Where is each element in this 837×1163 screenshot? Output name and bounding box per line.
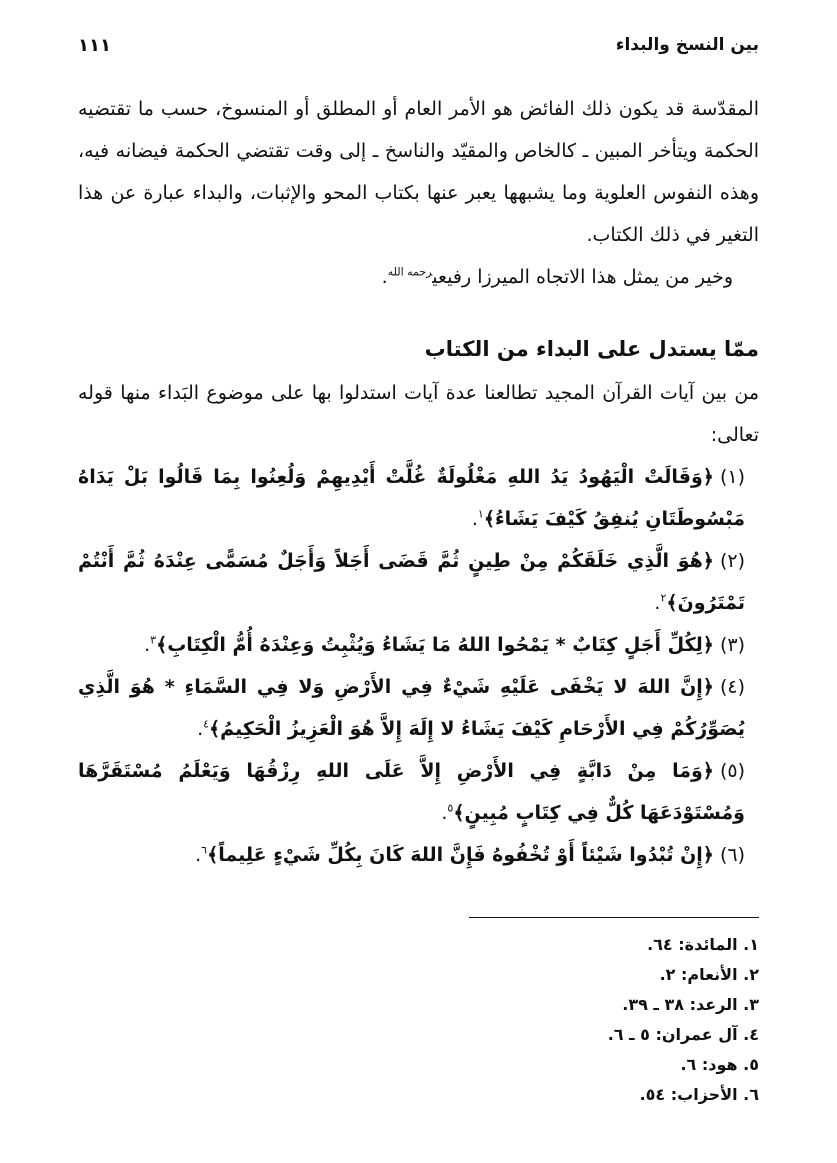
footnote-ref[interactable]: ٥ — [447, 801, 454, 815]
verse-number: (٢) — [719, 550, 745, 572]
verse-text: ﴿إِنَّ اللهَ لا يَخْفَى عَلَيْهِ شَيْءٌ فِي الأَرْضِ وَلا فِي السَّمَاءِ * هُوَ الَّذِي يُصَوِّرُكُمْ فِي الأَرْحَامِ كَيْفَ يَشَاءُ لا إِلَهَ إِلاَّ هُوَ الْعَزِيزُ الْحَكِيمُ﴾ — [78, 676, 745, 740]
footnote-item: ٤. آل عمران: ٥ ـ ٦. — [607, 1025, 759, 1044]
paragraph: من بين آيات القرآن المجيد تطالعنا عدة آيات استدلوا بها على موضوع البَداء منها قوله تعالى: — [78, 382, 759, 446]
page-number: ١١١ — [78, 34, 111, 56]
verse-number: (٦) — [719, 844, 745, 866]
punctuation: . — [471, 508, 478, 530]
footnotes — [78, 930, 759, 1110]
footnote-item: ١. المائدة: ٦٤. — [647, 935, 759, 954]
verse-item — [78, 456, 759, 540]
footnote-ref[interactable]: ٣ — [150, 633, 157, 647]
verse-item — [78, 540, 759, 624]
punctuation: . — [195, 844, 202, 866]
punctuation: . — [197, 718, 204, 740]
footnote-ref[interactable]: ٢ — [660, 591, 667, 605]
honorific-symbol: رحمه الله — [387, 265, 433, 279]
footnote-ref[interactable]: ١ — [477, 507, 484, 521]
verse-item — [78, 666, 759, 750]
footnote-divider — [469, 917, 759, 918]
paragraph-text: وخير من يمثل هذا الاتجاه الميرزا رفيعي — [432, 266, 733, 288]
footnote-item: ٥. هود: ٦. — [680, 1055, 759, 1074]
verse-text: ﴿وَمَا مِنْ دَابَّةٍ فِي الأَرْضِ إِلاَّ عَلَى اللهِ رِزْقُهَا وَيَعْلَمُ مُسْتَقَرَّهَا وَمُسْتَوْدَعَهَا كُلٌّ فِي كِتَابٍ مُبِينٍ﴾ — [78, 760, 745, 824]
paragraph: المقدّسة قد يكون ذلك الفائض هو الأمر العام أو المطلق أو المنسوخ، حسب ما تقتضيه الحكمة ويتأخر المبين ـ كالخاص والمقيّد والناسخ ـ إلى وقت تقتضي الحكمة فيضانه فيه، وهذه النفوس العلوية وما يشبهها يعبر عنها بكتاب المحو والإثبات، والبداء عبارة عن هذا التغير في ذلك الكتاب. — [78, 98, 759, 246]
verse-number: (١) — [719, 466, 745, 488]
punctuation: . — [654, 592, 661, 614]
verse-text: ﴿وَقَالَتْ الْيَهُودُ يَدُ اللهِ مَغْلُولَةٌ غُلَّتْ أَيْدِيهِمْ وَلُعِنُوا بِمَا قَالُوا بَلْ يَدَاهُ مَبْسُوطَتَانِ يُنفِقُ كَيْفَ يَشَاءُ﴾ — [78, 466, 745, 530]
punctuation: . — [144, 634, 151, 656]
verse-item — [78, 624, 759, 666]
running-title: بين النسخ والبداء — [615, 35, 759, 55]
footnote-item: ٣. الرعد: ٣٨ ـ ٣٩. — [622, 995, 759, 1014]
verse-text: ﴿لِكُلِّ أَجَلٍ كِتَابٌ * يَمْحُوا اللهُ مَا يَشَاءُ وَيُثْبِتُ وَعِنْدَهُ أُمُّ الْكِتَابِ﴾ — [156, 634, 714, 656]
verse-number: (٤) — [719, 676, 745, 698]
verse-text: ﴿هُوَ الَّذِي خَلَقَكُمْ مِنْ طِينٍ ثُمَّ قَضَى أَجَلاً وَأَجَلٌ مُسَمًّى عِنْدَهُ ثُمَّ أَنْتُمْ تَمْتَرُونَ﴾ — [78, 550, 745, 614]
page-body — [78, 88, 759, 876]
footnote-ref[interactable]: ٤ — [203, 717, 210, 731]
punctuation: . — [381, 266, 388, 288]
verse-item — [78, 834, 759, 876]
verse-number: (٥) — [719, 760, 745, 782]
paragraph — [78, 256, 759, 298]
verse-text: ﴿إِنْ تُبْدُوا شَيْئاً أَوْ تُخْفُوهُ فَإِنَّ اللهَ كَانَ بِكُلِّ شَيْءٍ عَلِيماً﴾ — [207, 844, 714, 866]
footnote-item: ٢. الأنعام: ٢. — [659, 965, 759, 984]
section-heading: ممّا يستدل على البداء من الكتاب — [424, 337, 759, 361]
footnote-item: ٦. الأحزاب: ٥٤. — [639, 1085, 759, 1104]
verse-item — [78, 750, 759, 834]
punctuation: . — [441, 802, 448, 824]
footnote-ref[interactable]: ٦ — [201, 843, 208, 857]
verse-number: (٣) — [719, 634, 745, 656]
page-header — [78, 30, 759, 60]
